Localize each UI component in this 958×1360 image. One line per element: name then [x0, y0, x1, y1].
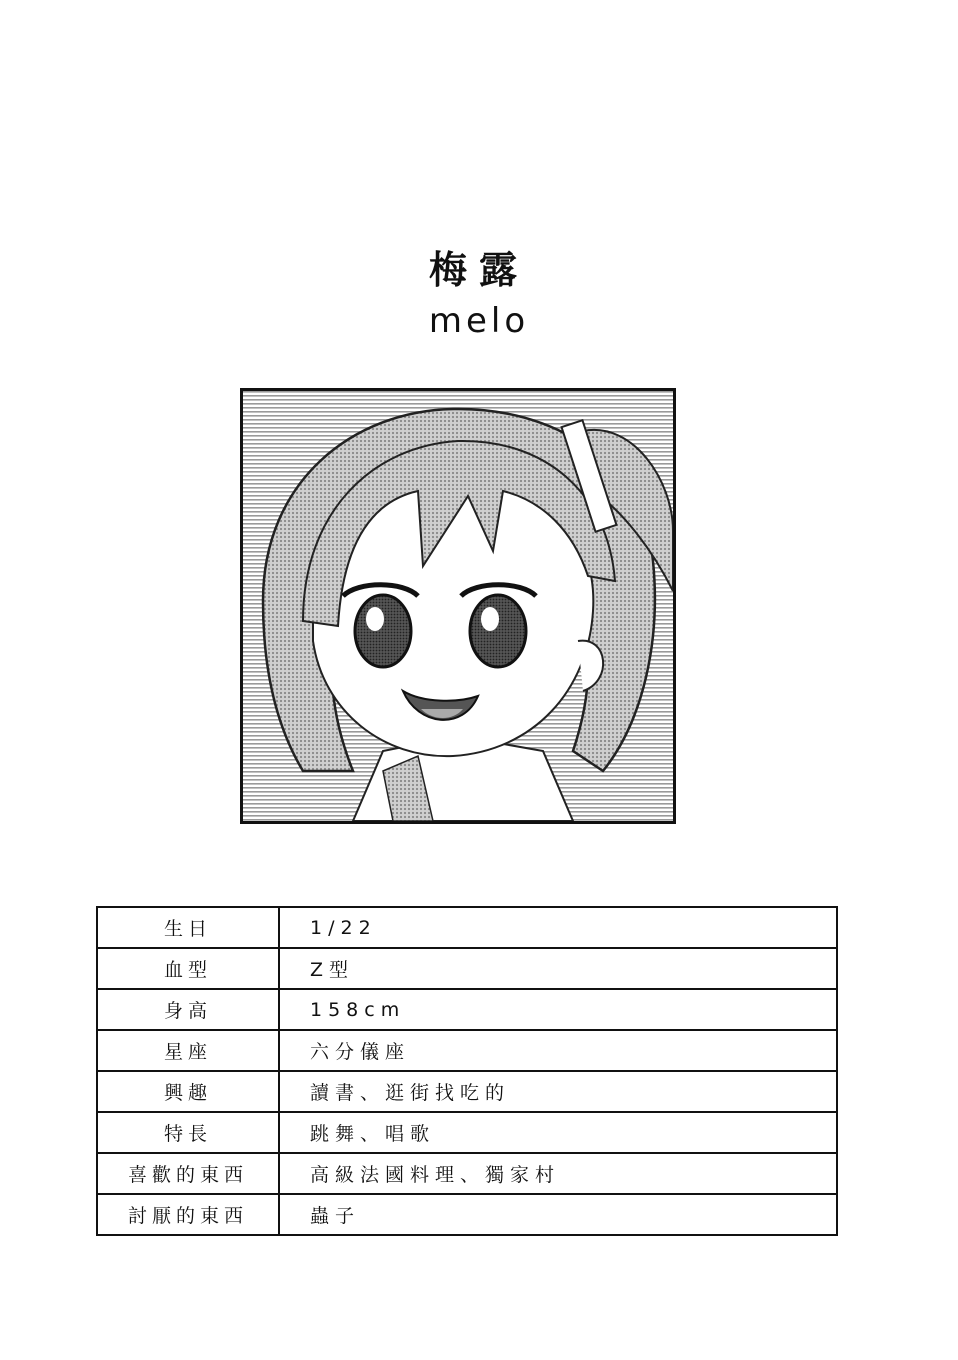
profile-label-dislikes: 討厭的東西 [97, 1194, 279, 1235]
profile-label-birthday: 生日 [97, 907, 279, 948]
profile-label-likes: 喜歡的東西 [97, 1153, 279, 1194]
table-row [97, 1153, 837, 1194]
table-row [97, 1030, 837, 1071]
profile-value-likes: 高級法國料理、獨家村 [279, 1153, 837, 1194]
profile-value-dislikes: 蟲子 [279, 1194, 837, 1235]
profile-value-constellation: 六分儀座 [279, 1030, 837, 1071]
table-row [97, 1112, 837, 1153]
profile-value-talents: 跳舞、唱歌 [279, 1112, 837, 1153]
profile-label-blood-type: 血型 [97, 948, 279, 989]
table-row [97, 1194, 837, 1235]
profile-table [96, 906, 838, 1236]
table-row [97, 989, 837, 1030]
profile-value-birthday: 1/22 [279, 907, 837, 948]
profile-label-height: 身高 [97, 989, 279, 1030]
character-portrait [240, 388, 676, 824]
profile-value-height: 158cm [279, 989, 837, 1030]
character-portrait-icon [243, 391, 673, 821]
profile-label-talents: 特長 [97, 1112, 279, 1153]
character-name: 梅露 [428, 248, 529, 292]
profile-label-hobbies: 興趣 [97, 1071, 279, 1112]
table-row [97, 1071, 837, 1112]
profile-value-blood-type: Z型 [279, 948, 837, 989]
profile-value-hobbies: 讀書、逛街找吃的 [279, 1071, 837, 1112]
profile-label-constellation: 星座 [97, 1030, 279, 1071]
character-name-romaji: melo [428, 301, 530, 341]
table-row [97, 948, 837, 989]
table-row [97, 907, 837, 948]
